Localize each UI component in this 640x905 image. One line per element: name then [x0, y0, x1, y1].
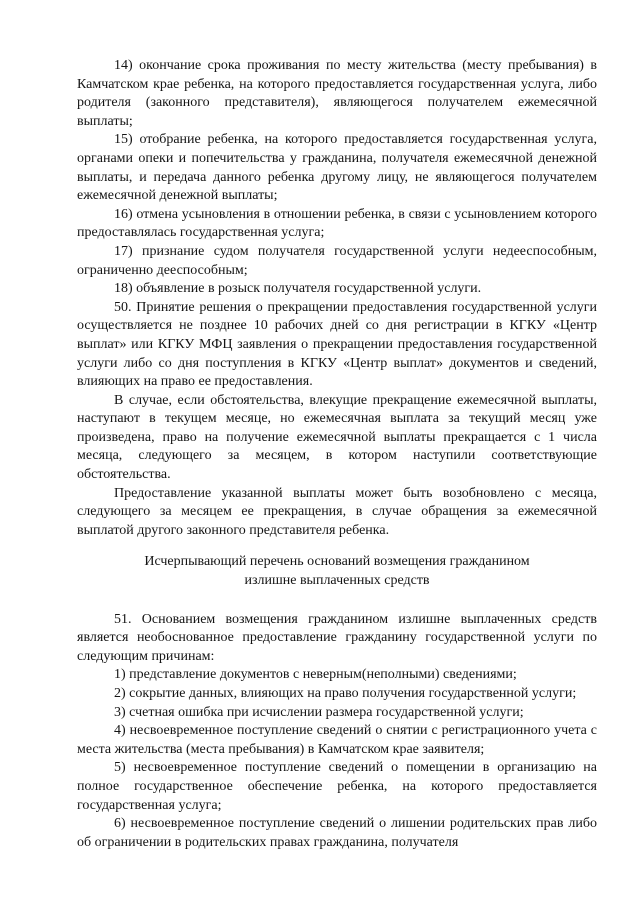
paragraph-reason-2: 2) сокрытие данных, влияющих на право получения государственной услуги;	[114, 686, 577, 701]
section-heading-line-2: излишне выплаченных средств	[244, 573, 430, 589]
paragraph-resumption-rule: Предоставление указанной выплаты может быть возобновлено с месяца, следующего за месяцем ее прекращения, в случае обращения за ежемесячной выплатой другого законного представителя ребенка.	[77, 485, 597, 538]
paragraph-item-18: 18) объявление в розыск получателя государственной услуги.	[114, 281, 482, 297]
section-heading	[77, 553, 597, 590]
paragraph-clause-51: 51. Основанием возмещения гражданином излишне выплаченных средств является необоснованное предоставление гражданину государственной услуги по следующим причинам:	[77, 611, 597, 664]
paragraph-item-14: 14) окончание срока проживания по месту жительства (месту пребывания) в Камчатском крае ребенка, на которого предоставляется государственная услуга, либо родителя (законного представителя), являющегося получателем ежемесячной выплаты;	[77, 58, 597, 129]
paragraph-current-month-rule: В случае, если обстоятельства, влекущие прекращение ежемесячной выплаты, наступают в текущем месяце, но ежемесячная выплата за текущий месяц уже произведена, право на получение ежемесячной выплаты прекращается с 1 числа месяца, следующего за месяцем, в котором наступили соответствующие обстоятельства.	[77, 392, 597, 483]
paragraph-reason-3: 3) счетная ошибка при исчислении размера государственной услуги;	[114, 704, 524, 720]
paragraph-clause-50: 50. Принятие решения о прекращении предоставления государственной услуги осуществляется не позднее 10 рабочих дней со дня регистрации в КГКУ «Центр выплат» или КГКУ МФЦ заявления о прекращении предоставления государственной услуги либо со дня поступления в КГКУ «Центр выплат» документов и сведений, влияющих на право ее предоставления.	[77, 299, 597, 390]
paragraph-item-15: 15) отобрание ребенка, на которого предоставляется государственная услуга, органами опеки и попечительства у гражданина, получателя ежемесячной денежной выплаты, и передача данного ребенка другому лицу, не являющегося получателем ежемесячной денежной выплаты;	[77, 132, 597, 204]
paragraph-reason-5: 5) несвоевременное поступление сведений о помещении в организацию на полное государственное обеспечение ребенка, на которого предоставляется государственная услуга;	[77, 760, 597, 813]
paragraph-item-16: 16) отмена усыновления в отношении ребенка, в связи с усыновлением которого предоставлялась государственная услуга;	[77, 206, 597, 241]
document-body	[77, 57, 597, 852]
paragraph-item-17: 17) признание судом получателя государственной услуги недееспособным, ограниченно дееспособным;	[77, 243, 597, 278]
paragraph-reason-4: 4) несвоевременное поступление сведений о снятии с регистрационного учета с места жительства (места пребывания) в Камчатском крае заявителя;	[77, 723, 597, 757]
section-heading-line-1: Исчерпывающий перечень оснований возмещения гражданином	[144, 554, 530, 570]
paragraph-reason-1: 1) представление документов с неверным(неполными) сведениями;	[114, 667, 517, 683]
paragraph-reason-6: 6) несвоевременное поступление сведений о лишении родительских прав либо об ограничении в родительских правах гражданина, получателя	[77, 816, 597, 850]
